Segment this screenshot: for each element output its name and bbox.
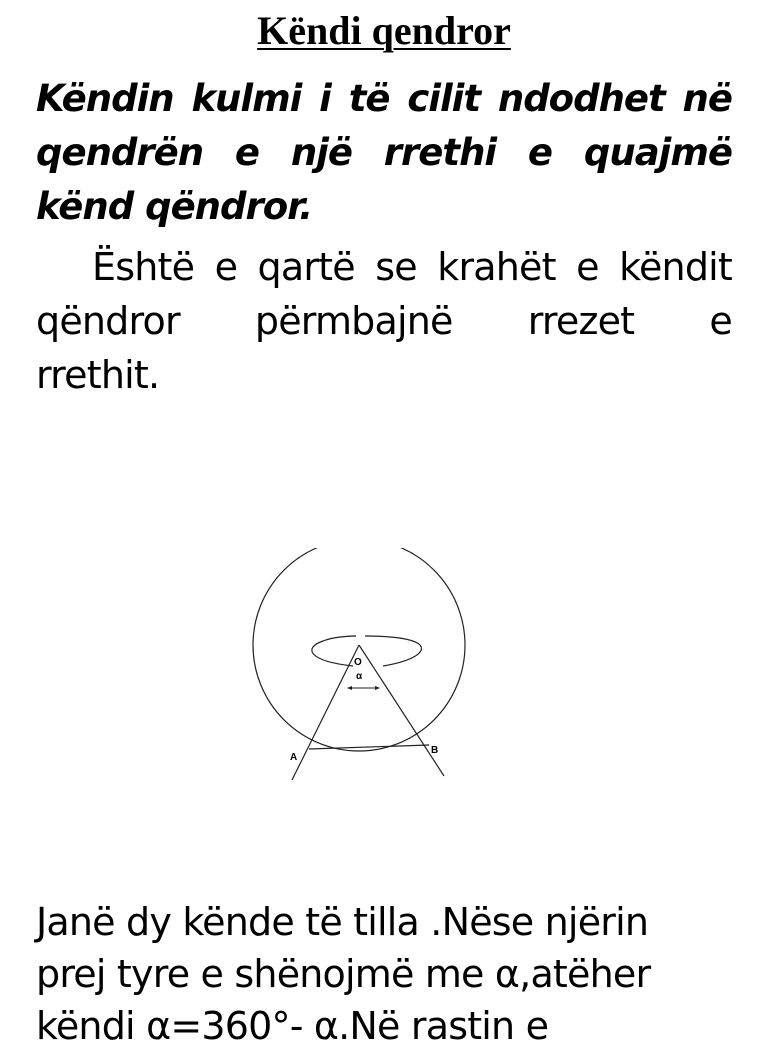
definition-paragraph: [36, 72, 732, 234]
ray-oa: [292, 645, 359, 780]
definition-line-2: qendrën e një rrethi e quajmë: [36, 131, 732, 174]
angle-arrowhead-right: [375, 686, 380, 690]
bottom-line-2: prej tyre e shënojmë me α,atëher: [36, 952, 651, 996]
full-angle-arc-right: [365, 636, 421, 666]
full-angle-arc: [312, 636, 356, 666]
point-a-label: A: [290, 752, 298, 763]
definition-line-1: Këndin kulmi i të cilit ndodhet në: [36, 77, 732, 120]
point-b-label: B: [431, 745, 439, 756]
center-label: O: [354, 657, 362, 668]
bottom-line-1: Janë dy kënde të tilla .Nëse njërin: [36, 900, 649, 944]
remark-line-2: qëndror përmbajnë rrezet e: [36, 299, 732, 343]
angle-arrowhead-left: [347, 686, 352, 690]
circle: [253, 548, 465, 751]
angle-label: α: [356, 671, 363, 682]
remark-paragraph: [36, 240, 732, 402]
page-title: Këndi qendror: [257, 8, 511, 53]
central-angle-diagram: [248, 548, 472, 788]
bottom-line-3: këndi α=360°- α.Në rastin e: [36, 1004, 549, 1048]
ray-ob: [359, 645, 444, 776]
remark-line-1: Është e qartë se krahët e këndit: [92, 245, 732, 289]
remark-line-3: rrethit.: [36, 353, 160, 397]
definition-line-3: kënd qëndror.: [36, 185, 313, 228]
bottom-paragraph: [36, 896, 736, 1052]
